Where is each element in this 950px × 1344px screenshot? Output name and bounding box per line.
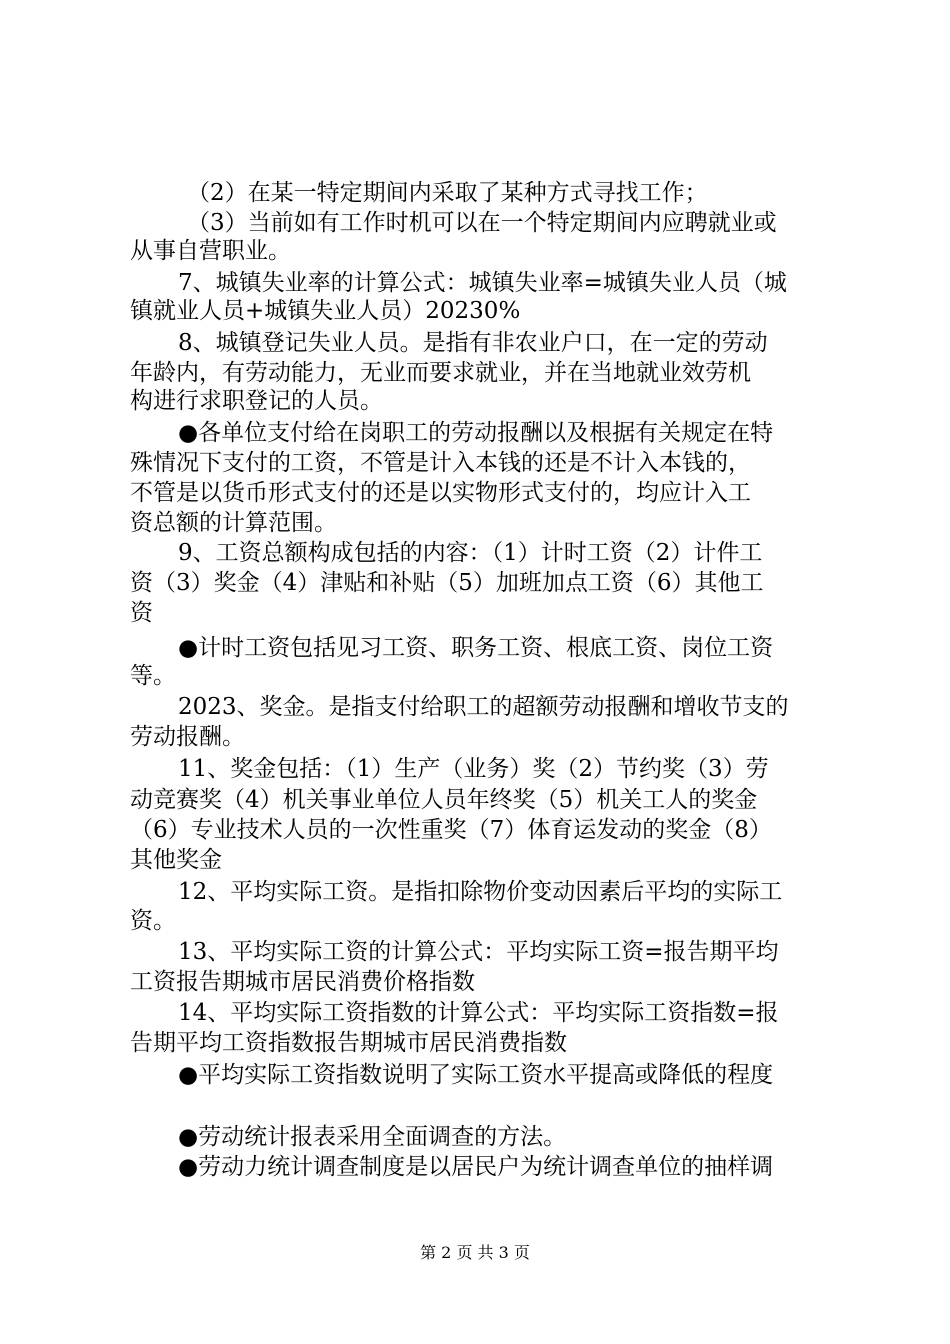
text-line: 工资报告期城市居民消费价格指数 xyxy=(130,969,475,995)
text-line: ●计时工资包括见习工资、职务工资、根底工资、岗位工资 xyxy=(178,635,774,661)
text-line: 构进行求职登记的人员。 xyxy=(130,388,383,414)
text-line: 11、奖金包括：（1）生产（业务）奖（2）节约奖（3）劳 xyxy=(178,756,769,782)
text-line: 资（3）奖金（4）津贴和补贴（5）加班加点工资（6）其他工 xyxy=(130,570,764,596)
page-number-footer: 第 2 页 共 3 页 xyxy=(420,1243,530,1262)
text-line: 从事自营职业。 xyxy=(130,238,291,264)
text-line: 殊情况下支付的工资，不管是计入本钱的还是不计入本钱的， xyxy=(130,450,751,476)
text-line: ●各单位支付给在岗职工的劳动报酬以及根据有关规定在特 xyxy=(178,420,774,446)
text-line: 资 xyxy=(130,600,153,626)
text-line: 告期平均工资指数报告期城市居民消费指数 xyxy=(130,1030,567,1056)
text-line: （6）专业技术人员的一次性重奖（7）体育运发动的奖金（8） xyxy=(130,817,772,843)
text-line: 9、工资总额构成包括的内容：（1）计时工资（2）计件工 xyxy=(178,540,763,566)
text-line: 等。 xyxy=(130,663,176,689)
text-line: 资。 xyxy=(130,908,176,934)
text-line: （3）当前如有工作时机可以在一个特定期间内应聘就业或 xyxy=(187,210,777,236)
text-line: 12、平均实际工资。是指扣除物价变动因素后平均的实际工 xyxy=(178,879,783,905)
text-line: 动竞赛奖（4）机关事业单位人员年终奖（5）机关工人的奖金 xyxy=(130,787,758,813)
text-line: 14、平均实际工资指数的计算公式：平均实际工资指数=报 xyxy=(178,1000,779,1026)
text-line: 13、平均实际工资的计算公式：平均实际工资=报告期平均 xyxy=(178,939,779,965)
text-line: ●劳动统计报表采用全面调查的方法。 xyxy=(178,1124,567,1150)
text-line: 其他奖金 xyxy=(130,847,222,873)
text-line: （2）在某一特定期间内采取了某种方式寻找工作； xyxy=(187,180,708,206)
text-line: 2023、奖金。是指支付给职工的超额劳动报酬和增收节支的 xyxy=(178,694,789,720)
text-line: 资总额的计算范围。 xyxy=(130,510,337,536)
text-line: 不管是以货币形式支付的还是以实物形式支付的，均应计入工 xyxy=(130,480,751,506)
text-line: ●平均实际工资指数说明了实际工资水平提高或降低的程度 xyxy=(178,1062,774,1088)
text-line: 劳动报酬。 xyxy=(130,724,245,750)
text-line: 8、城镇登记失业人员。是指有非农业户口，在一定的劳动 xyxy=(178,330,768,356)
text-line: 7、城镇失业率的计算公式：城镇失业率=城镇失业人员（城 xyxy=(178,270,787,296)
text-line: 年龄内，有劳动能力，无业而要求就业，并在当地就业效劳机 xyxy=(130,360,751,386)
text-line: 镇就业人员+城镇失业人员）20230% xyxy=(130,298,521,324)
text-line: ●劳动力统计调查制度是以居民户为统计调查单位的抽样调 xyxy=(178,1154,774,1180)
